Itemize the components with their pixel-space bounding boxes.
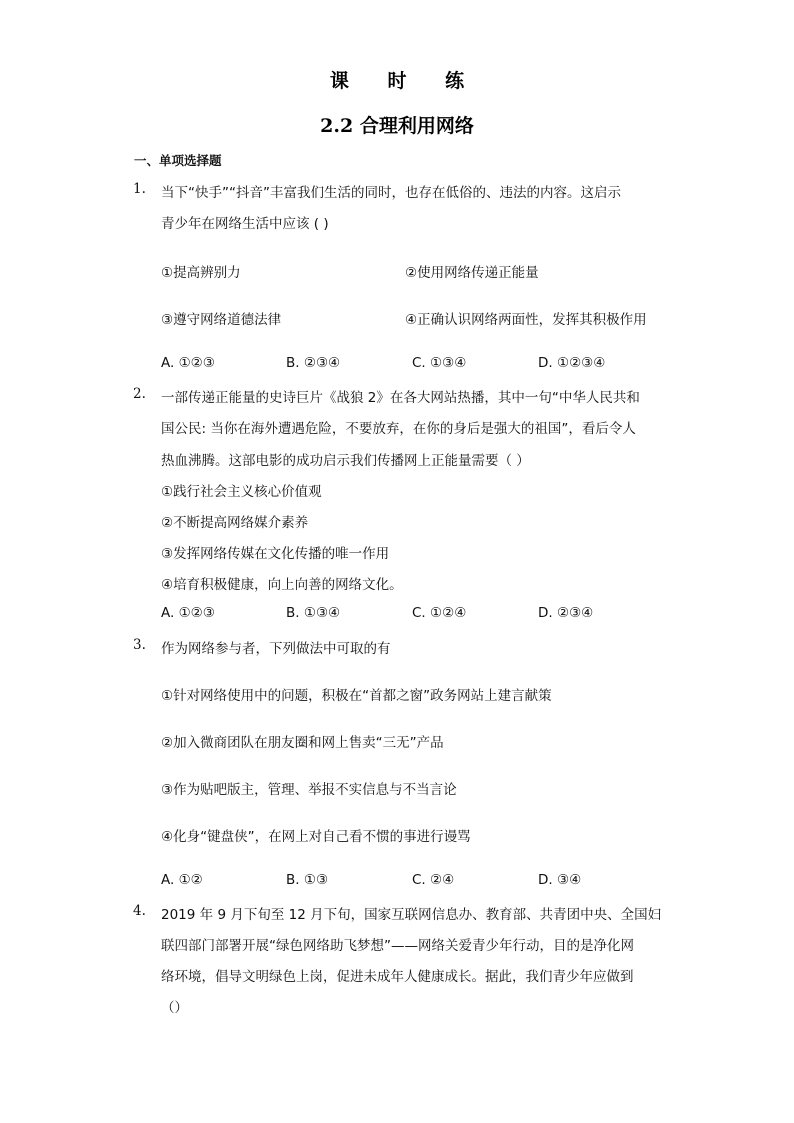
question-number: 1. — [133, 181, 146, 197]
statement-option: ①践行社会主义核心价值观 — [161, 484, 322, 500]
question-text-line: 当下“快手”“抖音”丰富我们生活的同时，也存在低俗的、违法的内容。这启示 — [161, 185, 621, 201]
question-text-line: 国公民: 当你在海外遭遇危险，不要放弃，在你的身后是强大的祖国”，看后令人 — [161, 421, 636, 437]
statement-option: ①针对网络使用中的问题，积极在“首都之窗”政务网站上建言献策 — [161, 688, 552, 704]
question-number: 4. — [133, 903, 146, 919]
page-subtitle: 2.2 合理利用网络 — [320, 115, 474, 137]
question-text-line: 一部传递正能量的史诗巨片《战狼 2》在各大网站热播，其中一句“中华人民共和 — [161, 390, 640, 406]
answer-choice-a: A. ①②③ — [161, 355, 215, 371]
page-title: 课 时 练 — [329, 70, 481, 92]
question-text-line: 络环境，倡导文明绿色上岗，促进未成年人健康成长。据此，我们青少年应做到 — [161, 969, 634, 985]
statement-option: ③遵守网络道德法律 — [161, 312, 282, 328]
question-number: 3. — [133, 637, 146, 653]
answer-choice-d: D. ②③④ — [538, 605, 594, 621]
question-text-line: （） — [161, 1000, 188, 1016]
statement-option: ②使用网络传递正能量 — [405, 265, 539, 281]
statement-option: ④化身“键盘侠”，在网上对自己看不惯的事进行谩骂 — [161, 829, 471, 845]
question-number: 2. — [133, 386, 146, 402]
question-text-line: 联四部门部署开展“绿色网络助飞梦想”——网络关爱青少年行动，目的是净化网 — [161, 938, 634, 954]
answer-choice-a: A. ①② — [161, 872, 203, 888]
answer-choice-b: B. ①③④ — [286, 605, 341, 621]
statement-option: ②加入微商团队在朋友圈和网上售卖“三无”产品 — [161, 735, 444, 751]
answer-choice-b: B. ①③ — [286, 872, 329, 888]
statement-option: ④培育积极健康，向上向善的网络文化。 — [161, 577, 403, 593]
section-heading: 一、单项选择题 — [134, 153, 222, 168]
question-text-line: 青少年在网络生活中应该 ( ) — [161, 216, 329, 232]
answer-choice-b: B. ②③④ — [286, 355, 341, 371]
answer-choice-c: C. ②④ — [412, 872, 455, 888]
answer-choice-d: D. ③④ — [538, 872, 582, 888]
question-text-line: 作为网络参与者，下列做法中可取的有 — [161, 641, 391, 657]
answer-choice-c: C. ①③④ — [412, 355, 467, 371]
answer-choice-a: A. ①②③ — [161, 605, 215, 621]
answer-choice-d: D. ①②③④ — [538, 355, 606, 371]
statement-option: ④正确认识网络两面性，发挥其积极作用 — [405, 312, 647, 328]
statement-option: ②不断提高网络媒介素养 — [161, 515, 309, 531]
question-text-line: 热血沸腾。这部电影的成功启示我们传播网上正能量需要（ ） — [161, 453, 530, 469]
statement-option: ③发挥网络传媒在文化传播的唯一作用 — [161, 546, 390, 562]
statement-option: ①提高辨别力 — [161, 265, 241, 281]
answer-choice-c: C. ①②④ — [412, 605, 467, 621]
statement-option: ③作为贴吧版主，管理、举报不实信息与不当言论 — [161, 782, 457, 798]
question-text-line: 2019 年 9 月下旬至 12 月下旬，国家互联网信息办、教育部、共青团中央、全国妇 — [161, 907, 662, 923]
